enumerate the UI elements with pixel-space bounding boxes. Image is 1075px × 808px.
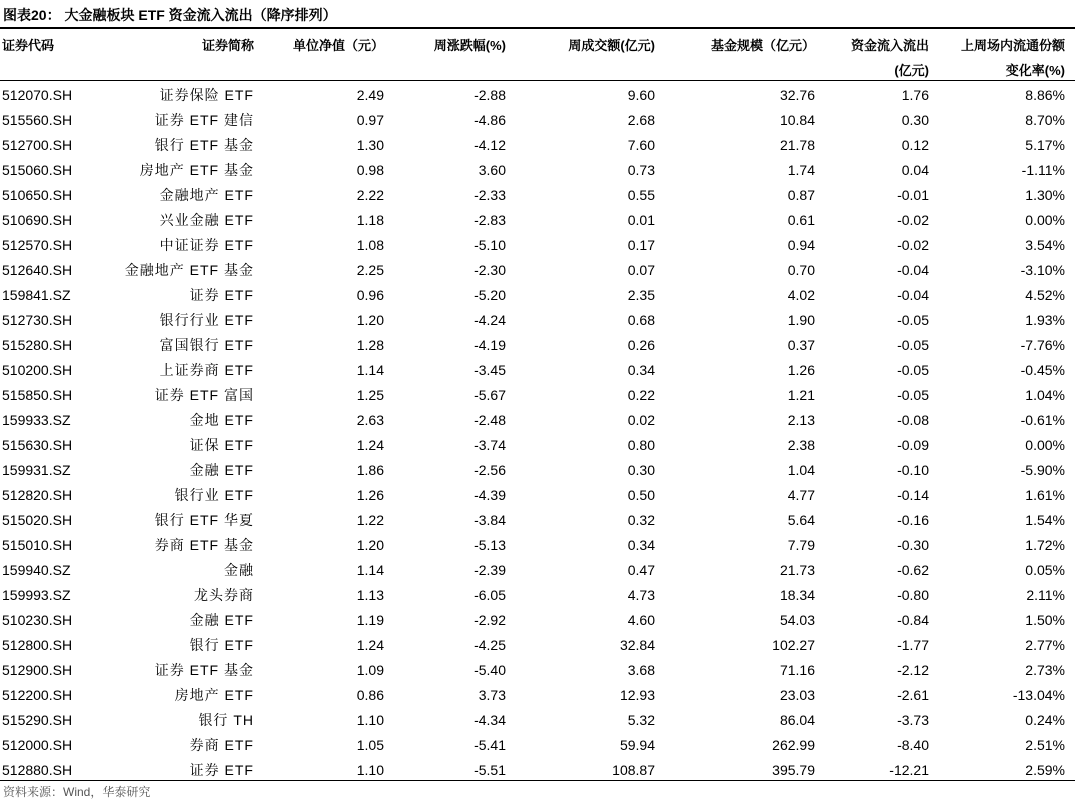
cell-net-flow: -0.62 — [897, 562, 929, 578]
cell-weekly-turnover: 12.93 — [619, 687, 655, 703]
cell-fund-size: 2.13 — [787, 412, 815, 428]
cell-nav: 1.13 — [356, 587, 384, 603]
table-header-row — [0, 30, 1072, 83]
cell-share-change: 2.77% — [1025, 637, 1065, 653]
cell-net-flow: -0.05 — [897, 387, 929, 403]
cell-share-change: -1.11% — [1021, 162, 1065, 178]
cell-weekly-turnover: 0.50 — [627, 487, 655, 503]
cell-name: 银行 TH — [198, 712, 254, 728]
cell-weekly-turnover: 0.47 — [627, 562, 655, 578]
cell-name: 龙头券商 — [194, 587, 254, 603]
cell-weekly-change: -2.88 — [474, 87, 506, 103]
cell-weekly-change: -3.74 — [474, 437, 506, 453]
cell-share-change: 0.00% — [1025, 212, 1065, 228]
cell-weekly-turnover: 0.34 — [627, 362, 655, 378]
cell-name: 兴业金融 ETF — [159, 212, 254, 228]
column-header-label: 资金流入流出 — [850, 38, 929, 53]
cell-weekly-change: -2.30 — [474, 262, 506, 278]
cell-nav: 1.08 — [356, 237, 384, 253]
cell-net-flow: -0.30 — [897, 537, 929, 553]
cell-weekly-turnover: 59.94 — [619, 737, 655, 753]
table-row — [0, 633, 1072, 658]
column-header-nav — [261, 30, 391, 83]
cell-weekly-turnover: 0.80 — [627, 437, 655, 453]
column-header-label-line2: 变化率(%) — [1005, 63, 1065, 78]
cell-nav: 0.98 — [356, 162, 384, 178]
cell-net-flow: -12.21 — [889, 762, 929, 778]
cell-fund-size: 2.38 — [787, 437, 815, 453]
cell-name: 银行 ETF 基金 — [154, 137, 254, 153]
cell-weekly-change: -5.13 — [474, 537, 506, 553]
cell-weekly-turnover: 0.32 — [627, 512, 655, 528]
cell-fund-size: 1.90 — [787, 312, 815, 328]
cell-nav: 1.05 — [356, 737, 384, 753]
cell-fund-size: 23.03 — [779, 687, 815, 703]
cell-weekly-turnover: 0.68 — [627, 312, 655, 328]
cell-fund-size: 0.87 — [787, 187, 815, 203]
cell-weekly-change: -2.48 — [474, 412, 506, 428]
cell-nav: 1.26 — [356, 487, 384, 503]
cell-weekly-turnover: 0.55 — [627, 187, 655, 203]
table-row — [0, 658, 1072, 683]
cell-name: 上证券商 ETF — [159, 362, 254, 378]
cell-net-flow: -0.01 — [897, 187, 929, 203]
cell-nav: 1.24 — [356, 637, 384, 653]
table-row — [0, 683, 1072, 708]
cell-nav: 2.25 — [356, 262, 384, 278]
cell-share-change: 1.72% — [1025, 537, 1065, 553]
cell-share-change: 1.50% — [1025, 612, 1065, 628]
cell-share-change: 1.30% — [1025, 187, 1065, 203]
table-row — [0, 283, 1072, 308]
cell-code: 515010.SH — [2, 537, 73, 553]
cell-share-change: 8.86% — [1025, 87, 1065, 103]
column-header-name — [110, 30, 261, 83]
cell-code: 515560.SH — [2, 112, 73, 128]
cell-share-change: 1.54% — [1025, 512, 1065, 528]
cell-nav: 0.97 — [356, 112, 384, 128]
cell-share-change: 0.05% — [1025, 562, 1065, 578]
cell-fund-size: 21.78 — [779, 137, 815, 153]
cell-nav: 1.18 — [356, 212, 384, 228]
cell-weekly-turnover: 0.73 — [627, 162, 655, 178]
cell-name: 银行业 ETF — [174, 487, 254, 503]
cell-name: 券商 ETF — [189, 737, 254, 753]
cell-code: 515290.SH — [2, 712, 73, 728]
table-row — [0, 358, 1072, 383]
cell-nav: 1.25 — [356, 387, 384, 403]
column-header-label: 基金规模（亿元） — [710, 38, 815, 53]
cell-name: 富国银行 ETF — [159, 337, 254, 353]
cell-weekly-turnover: 0.26 — [627, 337, 655, 353]
cell-name: 金融地产 ETF 基金 — [124, 262, 254, 278]
column-header-label: 证券代码 — [2, 38, 55, 53]
cell-nav: 1.24 — [356, 437, 384, 453]
cell-weekly-turnover: 0.34 — [627, 537, 655, 553]
cell-weekly-change: -5.10 — [474, 237, 506, 253]
cell-fund-size: 0.94 — [787, 237, 815, 253]
table-row — [0, 708, 1072, 733]
table-row — [0, 483, 1072, 508]
cell-code: 510230.SH — [2, 612, 73, 628]
cell-fund-size: 1.26 — [787, 362, 815, 378]
cell-nav: 1.20 — [356, 312, 384, 328]
source-note: 资料来源：Wind，华泰研究 — [3, 785, 151, 799]
table-row — [0, 583, 1072, 608]
cell-nav: 1.28 — [356, 337, 384, 353]
column-header-label: 单位净值（元） — [292, 38, 384, 53]
column-header-weekly-turnover — [513, 30, 662, 83]
table-row — [0, 308, 1072, 333]
cell-nav: 0.96 — [356, 287, 384, 303]
table-row — [0, 258, 1072, 283]
cell-weekly-change: -3.84 — [474, 512, 506, 528]
cell-fund-size: 71.16 — [779, 662, 815, 678]
table-row — [0, 108, 1072, 133]
cell-fund-size: 10.84 — [779, 112, 815, 128]
cell-nav: 1.22 — [356, 512, 384, 528]
table-row — [0, 408, 1072, 433]
cell-share-change: -7.76% — [1020, 337, 1065, 353]
cell-code: 515850.SH — [2, 387, 73, 403]
cell-weekly-change: 3.73 — [478, 687, 506, 703]
cell-code: 510200.SH — [2, 362, 73, 378]
cell-name: 金融 ETF — [189, 612, 254, 628]
cell-code: 512900.SH — [2, 662, 73, 678]
table-row — [0, 508, 1072, 533]
cell-code: 512800.SH — [2, 637, 73, 653]
cell-share-change: 2.11% — [1026, 587, 1065, 603]
table-row — [0, 183, 1072, 208]
cell-code: 515280.SH — [2, 337, 73, 353]
cell-nav: 2.22 — [356, 187, 384, 203]
cell-net-flow: 0.12 — [901, 137, 929, 153]
table-row — [0, 83, 1072, 108]
cell-name: 证券 ETF — [189, 287, 254, 303]
cell-net-flow: -2.61 — [897, 687, 929, 703]
cell-weekly-turnover: 7.60 — [627, 137, 655, 153]
cell-net-flow: -3.73 — [897, 712, 929, 728]
header-rule — [0, 80, 1075, 81]
table-row — [0, 608, 1072, 633]
cell-code: 510650.SH — [2, 187, 73, 203]
cell-weekly-change: -2.92 — [474, 612, 506, 628]
cell-name: 银行 ETF 华夏 — [154, 512, 254, 528]
cell-weekly-turnover: 0.01 — [627, 212, 655, 228]
cell-weekly-change: -2.56 — [474, 462, 506, 478]
cell-nav: 1.19 — [356, 612, 384, 628]
cell-fund-size: 262.99 — [772, 737, 815, 753]
cell-fund-size: 4.02 — [787, 287, 815, 303]
cell-code: 512000.SH — [2, 737, 73, 753]
cell-code: 159993.SZ — [2, 587, 71, 603]
cell-code: 512820.SH — [2, 487, 73, 503]
cell-share-change: 5.17% — [1025, 137, 1065, 153]
cell-fund-size: 32.76 — [779, 87, 815, 103]
cell-weekly-change: -5.40 — [474, 662, 506, 678]
cell-fund-size: 5.64 — [787, 512, 815, 528]
figure-title: 图表20： 大金融板块 ETF 资金流入流出（降序排列） — [3, 7, 337, 23]
column-header-label: 上周场内流通份额 — [960, 38, 1065, 53]
cell-net-flow: -2.12 — [897, 662, 929, 678]
cell-weekly-change: -3.45 — [474, 362, 506, 378]
cell-weekly-change: -2.39 — [474, 562, 506, 578]
cell-code: 512880.SH — [2, 762, 73, 778]
cell-weekly-turnover: 32.84 — [619, 637, 655, 653]
table-row — [0, 383, 1072, 408]
cell-weekly-change: -2.83 — [474, 212, 506, 228]
cell-net-flow: 1.76 — [901, 87, 929, 103]
etf-flow-table — [0, 30, 1072, 783]
column-header-share-change — [936, 30, 1072, 83]
cell-net-flow: 0.30 — [901, 112, 929, 128]
cell-code: 159933.SZ — [2, 412, 71, 428]
cell-net-flow: -0.02 — [897, 212, 929, 228]
cell-nav: 1.09 — [356, 662, 384, 678]
cell-weekly-change: 3.60 — [478, 162, 506, 178]
table-row — [0, 558, 1072, 583]
cell-nav: 2.49 — [356, 87, 384, 103]
cell-weekly-turnover: 0.30 — [627, 462, 655, 478]
cell-weekly-turnover: 4.60 — [627, 612, 655, 628]
cell-name: 银行行业 ETF — [159, 312, 254, 328]
column-header-label: 证券简称 — [201, 38, 254, 53]
cell-net-flow: -0.14 — [897, 487, 929, 503]
cell-name: 证券保险 ETF — [159, 87, 254, 103]
cell-net-flow: 0.04 — [901, 162, 929, 178]
cell-name: 金融 — [224, 562, 254, 578]
cell-code: 512730.SH — [2, 312, 73, 328]
cell-code: 512640.SH — [2, 262, 73, 278]
cell-share-change: -0.45% — [1020, 362, 1065, 378]
table-row — [0, 458, 1072, 483]
cell-code: 515060.SH — [2, 162, 73, 178]
cell-fund-size: 0.37 — [787, 337, 815, 353]
cell-code: 159931.SZ — [2, 462, 71, 478]
cell-weekly-change: -4.24 — [474, 312, 506, 328]
cell-weekly-change: -4.12 — [474, 137, 506, 153]
cell-net-flow: -8.40 — [897, 737, 929, 753]
cell-weekly-change: -2.33 — [474, 187, 506, 203]
cell-code: 512570.SH — [2, 237, 73, 253]
table-body — [0, 83, 1072, 783]
column-header-fund-size — [662, 30, 822, 83]
cell-fund-size: 0.61 — [787, 212, 815, 228]
cell-code: 515630.SH — [2, 437, 73, 453]
cell-net-flow: -0.16 — [897, 512, 929, 528]
cell-net-flow: -0.08 — [897, 412, 929, 428]
cell-name: 房地产 ETF 基金 — [139, 162, 254, 178]
cell-weekly-change: -5.67 — [474, 387, 506, 403]
cell-nav: 0.86 — [356, 687, 384, 703]
cell-code: 510690.SH — [2, 212, 73, 228]
cell-code: 512200.SH — [2, 687, 73, 703]
cell-fund-size: 1.21 — [787, 387, 815, 403]
cell-weekly-change: -4.34 — [474, 712, 506, 728]
cell-share-change: 3.54% — [1025, 237, 1065, 253]
cell-weekly-turnover: 0.02 — [627, 412, 655, 428]
cell-share-change: -13.04% — [1012, 687, 1065, 703]
cell-net-flow: -1.77 — [897, 637, 929, 653]
cell-weekly-change: -4.25 — [474, 637, 506, 653]
cell-net-flow: -0.04 — [897, 287, 929, 303]
cell-name: 券商 ETF 基金 — [154, 537, 254, 553]
table-row — [0, 533, 1072, 558]
cell-weekly-change: -5.41 — [474, 737, 506, 753]
cell-net-flow: -0.80 — [897, 587, 929, 603]
cell-name: 金融地产 ETF — [159, 187, 254, 203]
cell-share-change: 8.70% — [1025, 112, 1065, 128]
cell-code: 159940.SZ — [2, 562, 71, 578]
cell-name: 证券 ETF 基金 — [154, 662, 254, 678]
cell-nav: 1.14 — [356, 362, 384, 378]
cell-nav: 1.86 — [356, 462, 384, 478]
cell-fund-size: 102.27 — [772, 637, 815, 653]
cell-nav: 2.63 — [356, 412, 384, 428]
cell-share-change: 0.00% — [1025, 437, 1065, 453]
cell-weekly-change: -4.39 — [474, 487, 506, 503]
cell-fund-size: 54.03 — [779, 612, 815, 628]
cell-share-change: 1.93% — [1025, 312, 1065, 328]
cell-share-change: 2.59% — [1025, 762, 1065, 778]
cell-net-flow: -0.05 — [897, 337, 929, 353]
cell-nav: 1.20 — [356, 537, 384, 553]
cell-weekly-change: -5.51 — [474, 762, 506, 778]
cell-name: 证券 ETF 建信 — [154, 112, 254, 128]
table-row — [0, 333, 1072, 358]
cell-weekly-turnover: 3.68 — [627, 662, 655, 678]
cell-weekly-turnover: 5.32 — [627, 712, 655, 728]
cell-name: 证券 ETF 富国 — [154, 387, 254, 403]
table-row — [0, 233, 1072, 258]
cell-share-change: -5.90% — [1020, 462, 1065, 478]
cell-name: 房地产 ETF — [174, 687, 254, 703]
cell-code: 512700.SH — [2, 137, 73, 153]
cell-nav: 1.10 — [356, 712, 384, 728]
cell-share-change: 1.61% — [1025, 487, 1065, 503]
cell-net-flow: -0.05 — [897, 362, 929, 378]
column-header-label-line2: (亿元) — [894, 63, 929, 78]
cell-weekly-turnover: 9.60 — [627, 87, 655, 103]
cell-nav: 1.10 — [356, 762, 384, 778]
cell-name: 证券 ETF — [189, 762, 254, 778]
cell-weekly-change: -4.19 — [474, 337, 506, 353]
cell-weekly-turnover: 4.73 — [627, 587, 655, 603]
cell-share-change: 1.04% — [1025, 387, 1065, 403]
cell-share-change: 4.52% — [1025, 287, 1065, 303]
cell-share-change: 2.73% — [1025, 662, 1065, 678]
table-row — [0, 733, 1072, 758]
cell-fund-size: 1.04 — [787, 462, 815, 478]
cell-name: 中证证券 ETF — [159, 237, 254, 253]
cell-share-change: 0.24% — [1025, 712, 1065, 728]
cell-share-change: -0.61% — [1020, 412, 1065, 428]
cell-code: 512070.SH — [2, 87, 73, 103]
cell-net-flow: -0.02 — [897, 237, 929, 253]
cell-weekly-change: -6.05 — [474, 587, 506, 603]
cell-fund-size: 4.77 — [787, 487, 815, 503]
table-row — [0, 158, 1072, 183]
cell-name: 金融 ETF — [189, 462, 254, 478]
cell-fund-size: 395.79 — [772, 762, 815, 778]
bottom-rule — [0, 780, 1075, 781]
column-header-weekly-change — [391, 30, 513, 83]
column-header-code — [0, 30, 110, 83]
column-header-label: 周涨跌幅(%) — [433, 38, 506, 53]
cell-fund-size: 21.73 — [779, 562, 815, 578]
cell-code: 515020.SH — [2, 512, 73, 528]
cell-weekly-turnover: 2.68 — [627, 112, 655, 128]
column-header-label: 周成交额(亿元) — [568, 38, 655, 53]
cell-net-flow: -0.10 — [897, 462, 929, 478]
cell-name: 金地 ETF — [189, 412, 254, 428]
cell-nav: 1.14 — [356, 562, 384, 578]
cell-fund-size: 18.34 — [779, 587, 815, 603]
cell-share-change: -3.10% — [1020, 262, 1065, 278]
cell-name: 银行 ETF — [189, 637, 254, 653]
cell-weekly-turnover: 2.35 — [627, 287, 655, 303]
column-header-net-flow — [822, 30, 936, 83]
cell-fund-size: 7.79 — [787, 537, 815, 553]
cell-fund-size: 1.74 — [787, 162, 815, 178]
cell-share-change: 2.51% — [1025, 737, 1065, 753]
cell-net-flow: -0.05 — [897, 312, 929, 328]
cell-fund-size: 86.04 — [779, 712, 815, 728]
cell-net-flow: -0.84 — [897, 612, 929, 628]
cell-name: 证保 ETF — [189, 437, 254, 453]
cell-fund-size: 0.70 — [787, 262, 815, 278]
cell-weekly-turnover: 0.22 — [627, 387, 655, 403]
cell-weekly-turnover: 0.07 — [627, 262, 655, 278]
cell-weekly-turnover: 0.17 — [627, 237, 655, 253]
cell-code: 159841.SZ — [2, 287, 71, 303]
cell-weekly-turnover: 108.87 — [612, 762, 655, 778]
title-rule — [0, 27, 1075, 29]
table-row — [0, 208, 1072, 233]
table-row — [0, 433, 1072, 458]
cell-weekly-change: -5.20 — [474, 287, 506, 303]
cell-net-flow: -0.09 — [897, 437, 929, 453]
table-row — [0, 133, 1072, 158]
cell-nav: 1.30 — [356, 137, 384, 153]
cell-weekly-change: -4.86 — [474, 112, 506, 128]
cell-net-flow: -0.04 — [897, 262, 929, 278]
